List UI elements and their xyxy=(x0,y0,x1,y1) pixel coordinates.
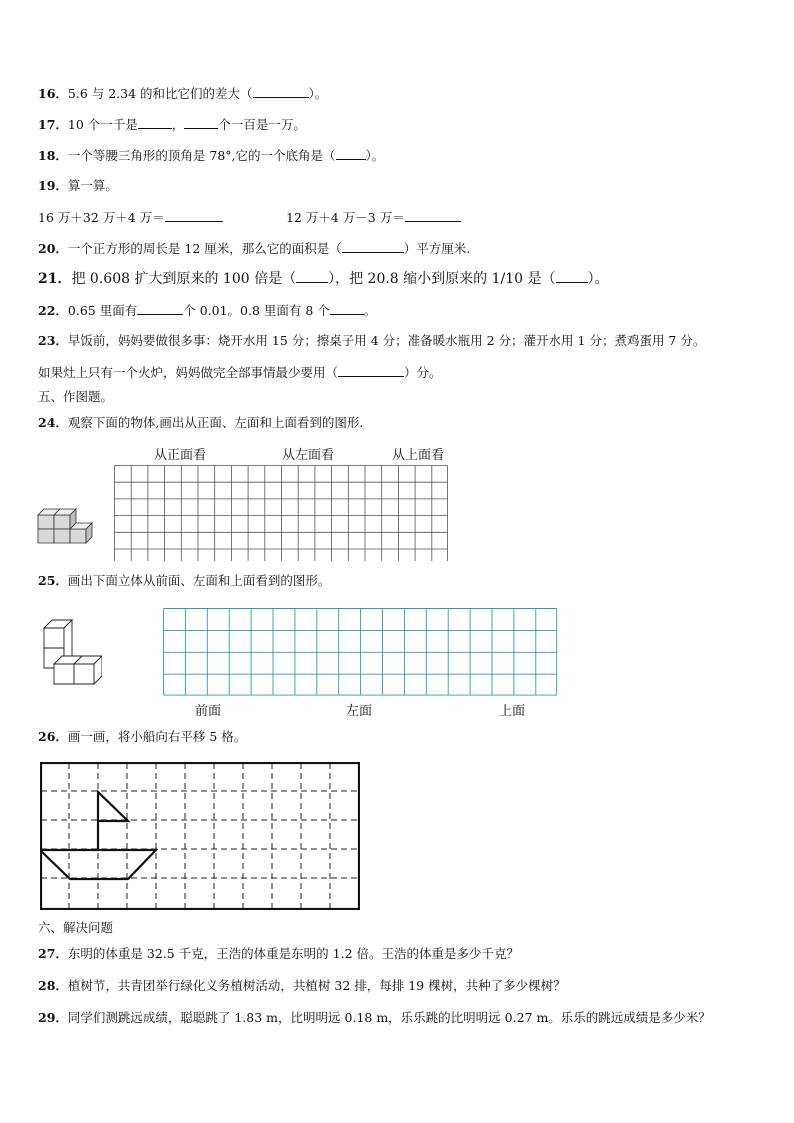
question-16 xyxy=(38,85,327,102)
question-number: 24． xyxy=(38,415,68,430)
question-number: 16． xyxy=(38,86,68,101)
question-text: 东明的体重是 32.5 千克，王浩的体重是东明的 1.2 倍。王浩的体重是多少千克？ xyxy=(67,946,520,961)
question-29 xyxy=(38,1010,711,1026)
question-24 xyxy=(38,415,363,431)
question-19-expr-2 xyxy=(286,209,461,226)
drawing-grid-25[interactable] xyxy=(163,608,559,696)
question-text: 一个正方形的周长是 12 厘米，那么它的面积是（ xyxy=(67,241,342,256)
question-text: 5.6 与 2.34 的和比它们的差大（ xyxy=(67,86,253,101)
question-text: 观察下面的物体,画出从正面、左面和上面看到的图形. xyxy=(67,415,364,430)
view-label-front: 前面 xyxy=(195,704,222,719)
question-text: 画一画，将小船向右平移 5 格。 xyxy=(67,729,247,744)
question-text-tail: ）平方厘米. xyxy=(403,241,471,256)
answer-blank[interactable] xyxy=(137,302,183,315)
question-number: 21． xyxy=(38,271,72,287)
expression: 12 万＋4 万－3 万＝ xyxy=(286,210,405,225)
answer-blank[interactable] xyxy=(330,302,364,315)
question-number: 25． xyxy=(38,573,68,588)
question-25 xyxy=(38,573,330,589)
answer-blank[interactable] xyxy=(138,116,172,129)
view-label-left: 左面 xyxy=(346,704,373,719)
answer-blank[interactable] xyxy=(556,270,588,283)
question-text: 一个等腰三角形的顶角是 78°,它的一个底角是（ xyxy=(67,148,336,163)
question-number: 29． xyxy=(38,1010,68,1025)
question-text-tail: 个一百是一万。 xyxy=(218,117,306,132)
expression: 16 万＋32 万＋4 万＝ xyxy=(38,210,165,225)
answer-blank[interactable] xyxy=(165,209,223,222)
question-20 xyxy=(38,240,470,257)
question-number: 19． xyxy=(38,178,68,193)
question-number: 23． xyxy=(38,333,68,348)
question-19-expr-1 xyxy=(38,209,223,226)
question-22 xyxy=(38,302,376,319)
question-number: 17． xyxy=(38,117,68,132)
question-text: 0.65 里面有 xyxy=(67,303,138,318)
answer-blank[interactable] xyxy=(405,209,461,222)
view-label-top: 上面 xyxy=(499,704,526,719)
question-number: 22． xyxy=(38,303,68,318)
question-text-tail: ）。 xyxy=(308,86,328,101)
question-text: 早饭前，妈妈要做很多事：烧开水用 15 分；擦桌子用 4 分；准备暖水瓶用 2 分；灌开水用 1 分；煮鸡蛋用 7 分。 xyxy=(67,333,706,348)
question-text: 植树节，共青团举行绿化义务植树活动，共植树 32 排，每排 19 棵树，共种了多少棵树？ xyxy=(67,978,566,993)
answer-blank[interactable] xyxy=(296,270,328,283)
cube-figure-24 xyxy=(36,505,96,547)
question-text-tail: ）。 xyxy=(587,271,609,287)
view-label-left: 从左面看 xyxy=(282,448,335,463)
question-27 xyxy=(38,946,519,962)
question-21 xyxy=(38,270,609,288)
question-18 xyxy=(38,147,384,164)
question-text: 画出下面立体从前面、左面和上面看到的图形。 xyxy=(67,573,331,588)
question-number: 18． xyxy=(38,148,68,163)
question-text-comma: ， xyxy=(171,117,185,132)
question-text-middle: 个 0.01。0.8 里面有 8 个 xyxy=(183,303,330,318)
view-label-top: 从上面看 xyxy=(392,448,445,463)
question-number: 26． xyxy=(38,729,68,744)
boat-translation-grid[interactable] xyxy=(40,762,360,910)
cube-figure-25 xyxy=(40,618,102,688)
view-label-front: 从正面看 xyxy=(154,448,207,463)
question-text-middle: ），把 20.8 缩小到原来的 1/10 是（ xyxy=(328,271,556,287)
question-text-tail: ）分。 xyxy=(404,365,442,380)
answer-blank[interactable] xyxy=(253,85,309,98)
question-text: 如果灶上只有一个火炉，妈妈做完全部事情最少要用（ xyxy=(38,365,339,380)
question-text: 同学们测跳远成绩，聪聪跳了 1.83 m，比明明远 0.18 m，乐乐跳的比明明远 0.27 m。乐乐的跳远成绩是多少米？ xyxy=(67,1010,711,1025)
question-number: 27． xyxy=(38,946,68,961)
question-23 xyxy=(38,333,705,349)
question-text-tail: 。 xyxy=(363,303,377,318)
question-text: 10 个一千是 xyxy=(67,117,138,132)
answer-blank[interactable] xyxy=(342,240,404,253)
section-heading-6: 六、解决问题 xyxy=(38,920,114,935)
answer-blank[interactable] xyxy=(184,116,218,129)
question-17 xyxy=(38,116,306,133)
question-number: 28． xyxy=(38,978,68,993)
answer-blank[interactable] xyxy=(338,364,404,377)
question-19 xyxy=(38,178,118,194)
question-26 xyxy=(38,729,246,745)
question-23-line-2 xyxy=(38,364,442,381)
section-heading-5: 五、作图题。 xyxy=(38,389,114,404)
question-number: 20． xyxy=(38,241,68,256)
drawing-grid-24[interactable] xyxy=(114,465,450,561)
question-text-tail: ）。 xyxy=(365,148,385,163)
answer-blank[interactable] xyxy=(336,147,366,160)
question-text: 把 0.608 扩大到原来的 100 倍是（ xyxy=(71,271,297,287)
question-28 xyxy=(38,978,566,994)
question-text: 算一算。 xyxy=(67,178,118,193)
grid-border xyxy=(41,763,359,909)
